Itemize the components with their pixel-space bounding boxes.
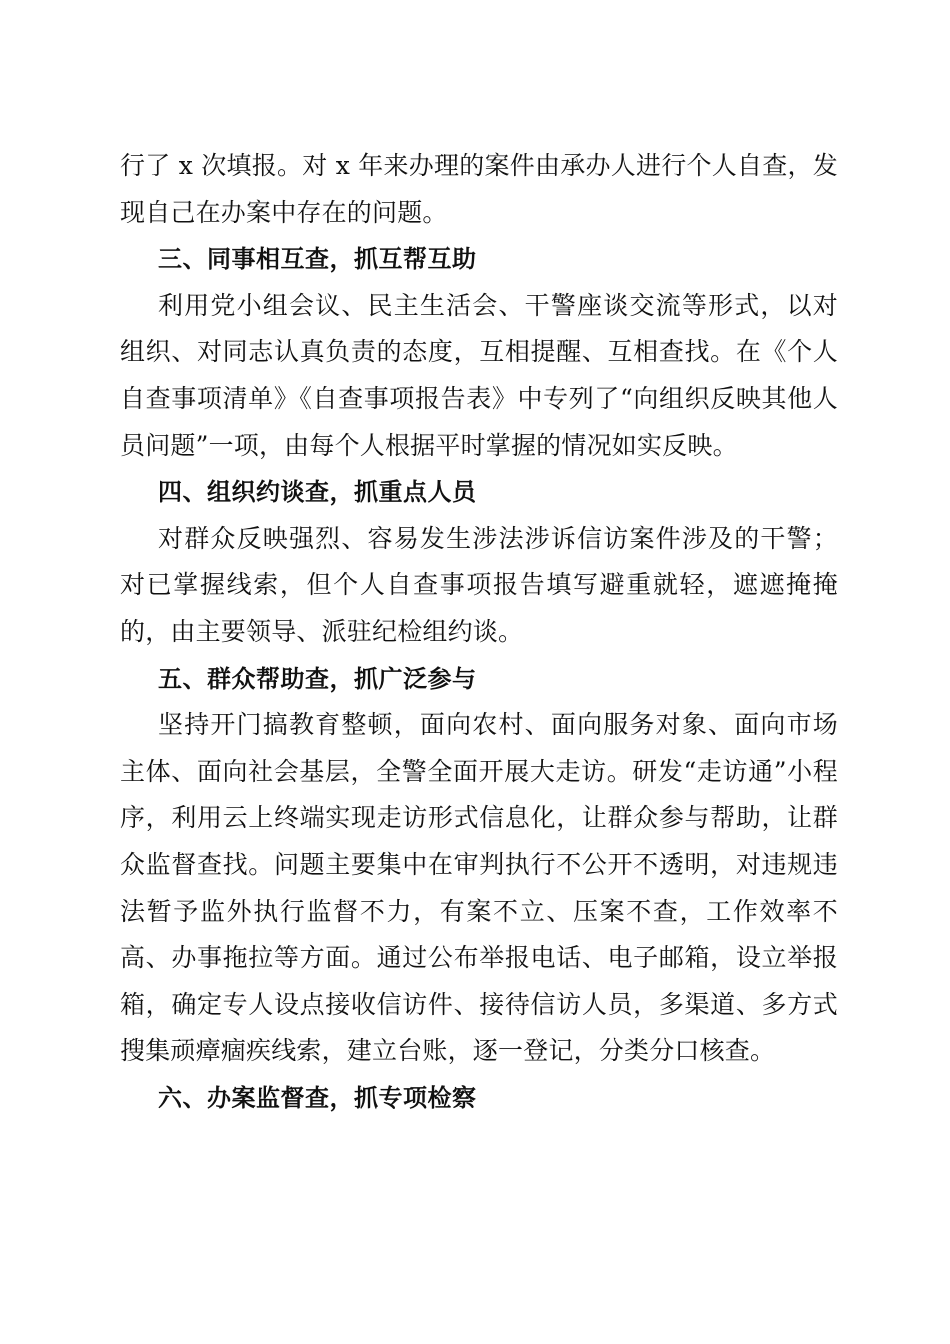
paragraph-section-5: 坚持开门搞教育整顿，面向农村、面向服务对象、面向市场主体、面向社会基层，全警全面开展大走访。研发“走访通”小程序，利用云上终端实现走访形式信息化，让群众参与帮助，让群众监督查找。问题主要集中在审判执行不公开不透明，对违规违法暂予监外执行监督不力，有案不立、压案不查，工作效率不高、办事拖拉等方面。通过公布举报电话、电子邮箱，设立举报箱，确定专人设点接收信访件、接待信访人员，多渠道、多方式搜集顽瘴痼疾线索，建立台账，逐一登记，分类分口核查。 bbox=[120, 710, 838, 1066]
section-heading-3: 三、同事相互查，抓互帮互助 bbox=[158, 245, 477, 274]
paragraph-section-4: 对群众反映强烈、容易发生涉法涉诉信访案件涉及的干警；对已掌握线索，但个人自查事项报告填写避重就轻，遮遮掩掩的，由主要领导、派驻纪检组约谈。 bbox=[120, 523, 838, 646]
paragraph-section-3: 利用党小组会议、民主生活会、干警座谈交流等形式，以对组织、对同志认真负责的态度，互相提醒、互相查找。在《个人自查事项清单》《自查事项报告表》中专列了“向组织反映其他人员问题”一项，由每个人根据平时掌握的情况如实反映。 bbox=[120, 290, 838, 460]
section-heading-4: 四、组织约谈查，抓重点人员 bbox=[158, 478, 477, 507]
paragraph-continuation: 行了 x 次填报。对 x 年来办理的案件由承办人进行个人自查，发现自己在办案中存在的问题。 bbox=[120, 151, 838, 227]
document-page bbox=[120, 143, 838, 1121]
section-heading-6: 六、办案监督查，抓专项检察 bbox=[158, 1083, 477, 1112]
section-heading-5: 五、群众帮助查，抓广泛参与 bbox=[158, 664, 477, 693]
